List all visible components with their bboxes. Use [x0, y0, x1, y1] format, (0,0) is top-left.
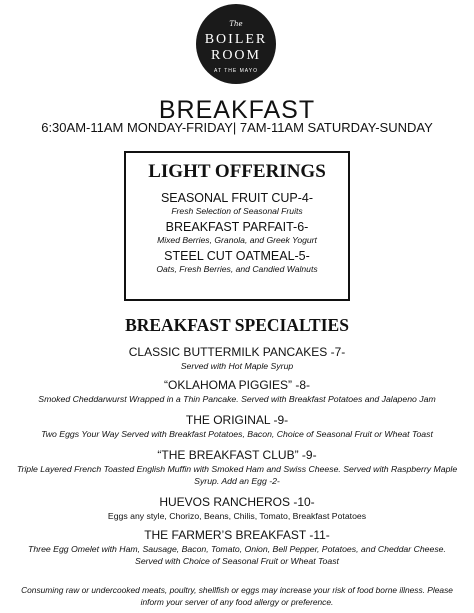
- light-item-name: SEASONAL FRUIT CUP-4-: [160, 191, 314, 205]
- menu-title: BREAKFAST: [158, 96, 316, 124]
- light-item-desc: Mixed Berries, Granola, and Greek Yogurt: [157, 235, 317, 245]
- specialty-item: [0, 528, 474, 567]
- light-offerings-heading: LIGHT OFFERINGS: [148, 161, 326, 182]
- specialty-item: [0, 345, 474, 372]
- specialty-name: THE ORIGINAL -9-: [185, 413, 289, 427]
- specialty-desc: Two Eggs Your Way Served with Breakfast Potatoes, Bacon, Choice of Seasonal Fruit or Wheat Toast: [41, 429, 433, 439]
- restaurant-logo: [196, 4, 276, 84]
- light-item-name: STEEL CUT OATMEAL-5-: [164, 249, 310, 263]
- specialty-name: “THE BREAKFAST CLUB” -9-: [157, 448, 317, 462]
- specialty-item: [0, 413, 474, 440]
- specialty-desc: Eggs any style, Chorizo, Beans, Chilis, Tomato, Breakfast Potatoes: [107, 511, 367, 521]
- specialty-name: THE FARMER’S BREAKFAST -11-: [144, 528, 330, 542]
- light-item: [126, 220, 348, 245]
- specialty-item: [0, 448, 474, 487]
- logo-line-room: ROOM: [210, 48, 261, 63]
- logo-line-boiler: BOILER: [204, 32, 268, 47]
- specialty-name: HUEVOS RANCHEROS -10-: [159, 495, 315, 509]
- specialty-desc: Three Egg Omelet with Ham, Sausage, Bacon, Tomato, Onion, Bell Pepper, Potatoes, and Cheddar Cheese. Served with Choice of Seasonal Fruit or Wheat Toast: [28, 544, 446, 566]
- light-item: [126, 249, 348, 274]
- light-offerings-box: [124, 151, 350, 301]
- menu-hours: 6:30AM-11AM MONDAY-FRIDAY| 7AM-11AM SATURDAY-SUNDAY: [41, 120, 433, 135]
- specialty-name: “OKLAHOMA PIGGIES” -8-: [163, 378, 311, 392]
- specialty-desc: Served with Hot Maple Syrup: [180, 361, 294, 371]
- logo-the: The: [229, 20, 243, 28]
- specialty-item: [0, 378, 474, 405]
- specialty-item: [0, 495, 474, 522]
- specialty-name: CLASSIC BUTTERMILK PANCAKES -7-: [128, 345, 346, 359]
- light-item: [126, 191, 348, 216]
- light-item-desc: Oats, Fresh Berries, and Candied Walnuts: [156, 264, 318, 274]
- logo-subtitle: AT THE MAYO: [214, 68, 258, 74]
- food-safety-notice: Consuming raw or undercooked meats, poultry, shellfish or eggs may increase your risk of food borne illness. Please inform your server of any food allergy or preference.: [21, 585, 453, 607]
- light-item-name: BREAKFAST PARFAIT-6-: [165, 220, 309, 234]
- specialty-desc: Triple Layered French Toasted English Muffin with Smoked Ham and Swiss Cheese. Served with Raspberry Maple Syrup. Add an Egg -2-: [16, 464, 458, 486]
- light-item-desc: Fresh Selection of Seasonal Fruits: [171, 206, 303, 216]
- specialty-desc: Smoked Cheddarwurst Wrapped in a Thin Pancake. Served with Breakfast Potatoes and Jalapeno Jam: [38, 394, 436, 404]
- specialties-heading: BREAKFAST SPECIALTIES: [125, 315, 349, 335]
